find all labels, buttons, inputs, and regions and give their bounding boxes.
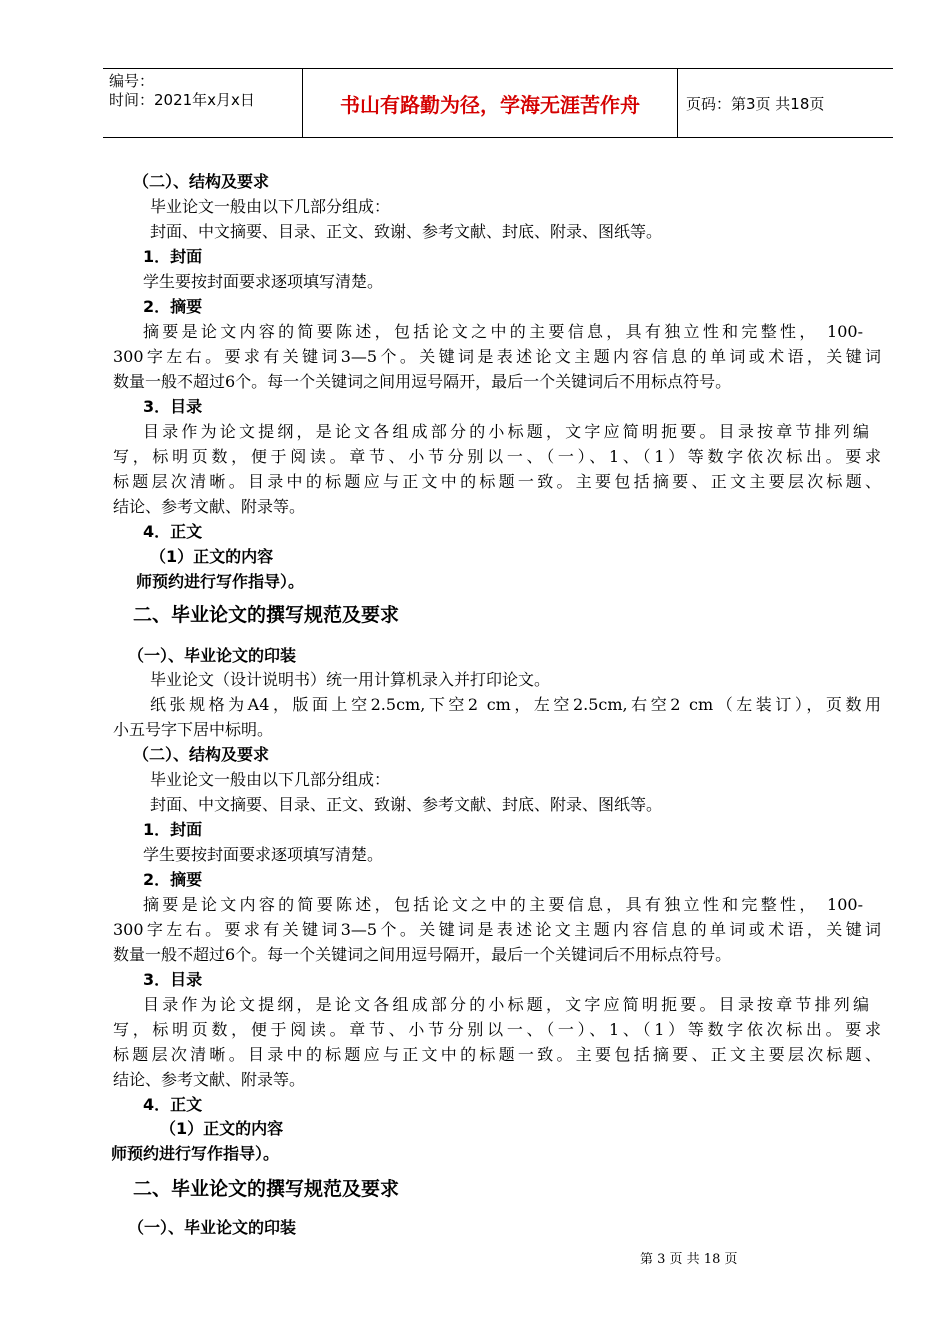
chapter-heading: 二、毕业论文的撰写规范及要求 [133, 604, 400, 626]
paragraph-line: 摘要是论文内容的简要陈述，包括论文之中的主要信息，具有独立性和完整性， 100- [143, 895, 863, 914]
subsection-heading: （1）正文的内容 [150, 547, 274, 566]
paragraph-line: 300字左右。要求有关键词3—5个。关键词是表述论文主题内容信息的单词或术语，关键词 [113, 347, 881, 366]
paragraph-line: 毕业论文一般由以下几部分组成： [150, 197, 391, 216]
header-motto: 书山有路勤为径，学海无涯苦作舟 [303, 69, 678, 137]
page-footer: 第 3 页 共 18 页 [640, 1252, 738, 1267]
paragraph-line: 结论、参考文献、附录等。 [113, 497, 306, 516]
section-heading: （二）、结构及要求 [133, 172, 270, 191]
page-header-table [103, 68, 893, 138]
paragraph-line: 封面、中文摘要、目录、正文、致谢、参考文献、封底、附录、图纸等。 [150, 795, 663, 814]
paragraph-line: 师预约进行写作指导）。 [136, 572, 305, 591]
paragraph-line: 数量一般不超过6个。每一个关键词之间用逗号隔开，最后一个关键词后不用标点符号。 [113, 372, 732, 391]
chapter-heading: 二、毕业论文的撰写规范及要求 [133, 1178, 400, 1200]
paragraph-line: 300字左右。要求有关键词3—5个。关键词是表述论文主题内容信息的单词或术语，关键词 [113, 920, 881, 939]
paragraph-line: 写，标明页数，便于阅读。章节、小节分别以一、（一）、1、（1）等数字依次标出。要求 [113, 1020, 881, 1039]
paragraph-line: 小五号字下居中标明。 [113, 720, 274, 739]
paragraph-line: 学生要按封面要求逐项填写清楚。 [143, 272, 384, 291]
section-heading: （一）、毕业论文的印装 [128, 646, 297, 665]
paragraph-line: 写，标明页数，便于阅读。章节、小节分别以一、（一）、1、（1）等数字依次标出。要求 [113, 447, 881, 466]
header-number-label: 编号： [109, 72, 155, 90]
paragraph-line: 标题层次清晰。目录中的标题应与正文中的标题一致。主要包括摘要、正文主要层次标题、 [113, 472, 881, 491]
paragraph-line: 学生要按封面要求逐项填写清楚。 [143, 845, 384, 864]
subsection-heading: 1．封面 [143, 820, 203, 839]
paragraph-line: 结论、参考文献、附录等。 [113, 1070, 306, 1089]
paragraph-line: 毕业论文一般由以下几部分组成： [150, 770, 391, 789]
paragraph-line: 纸张规格为A4，版面上空2.5cm,下空2 cm，左空2.5cm,右空2 cm（左装订），页数用 [150, 695, 881, 714]
paragraph-line: 目录作为论文提纲，是论文各组成部分的小标题，文字应简明扼要。目录按章节排列编 [143, 995, 869, 1014]
subsection-heading: 3．目录 [143, 970, 203, 989]
paragraph-line: 毕业论文（设计说明书）统一用计算机录入并打印论文。 [150, 670, 551, 689]
subsection-heading: 2．摘要 [143, 870, 203, 889]
paragraph-line: 封面、中文摘要、目录、正文、致谢、参考文献、封底、附录、图纸等。 [150, 222, 663, 241]
section-heading: （一）、毕业论文的印装 [128, 1218, 297, 1237]
paragraph-line: 目录作为论文提纲，是论文各组成部分的小标题，文字应简明扼要。目录按章节排列编 [143, 422, 869, 441]
subsection-heading: 4．正文 [143, 522, 203, 541]
paragraph-line: 数量一般不超过6个。每一个关键词之间用逗号隔开，最后一个关键词后不用标点符号。 [113, 945, 732, 964]
subsection-heading: 3．目录 [143, 397, 203, 416]
paragraph-line: 摘要是论文内容的简要陈述，包括论文之中的主要信息，具有独立性和完整性， 100- [143, 322, 863, 341]
subsection-heading: （1）正文的内容 [160, 1119, 284, 1138]
subsection-heading: 2．摘要 [143, 297, 203, 316]
subsection-heading: 1．封面 [143, 247, 203, 266]
header-time-label: 时间：2021年x月x日 [109, 91, 255, 109]
subsection-heading: 4．正文 [143, 1095, 203, 1114]
section-heading: （二）、结构及要求 [133, 745, 270, 764]
paragraph-line: 师预约进行写作指导）。 [111, 1144, 280, 1163]
paragraph-line: 标题层次清晰。目录中的标题应与正文中的标题一致。主要包括摘要、正文主要层次标题、 [113, 1045, 881, 1064]
header-page-info: 页码：第3页 共18页 [686, 94, 825, 113]
header-meta-cell [103, 69, 303, 137]
